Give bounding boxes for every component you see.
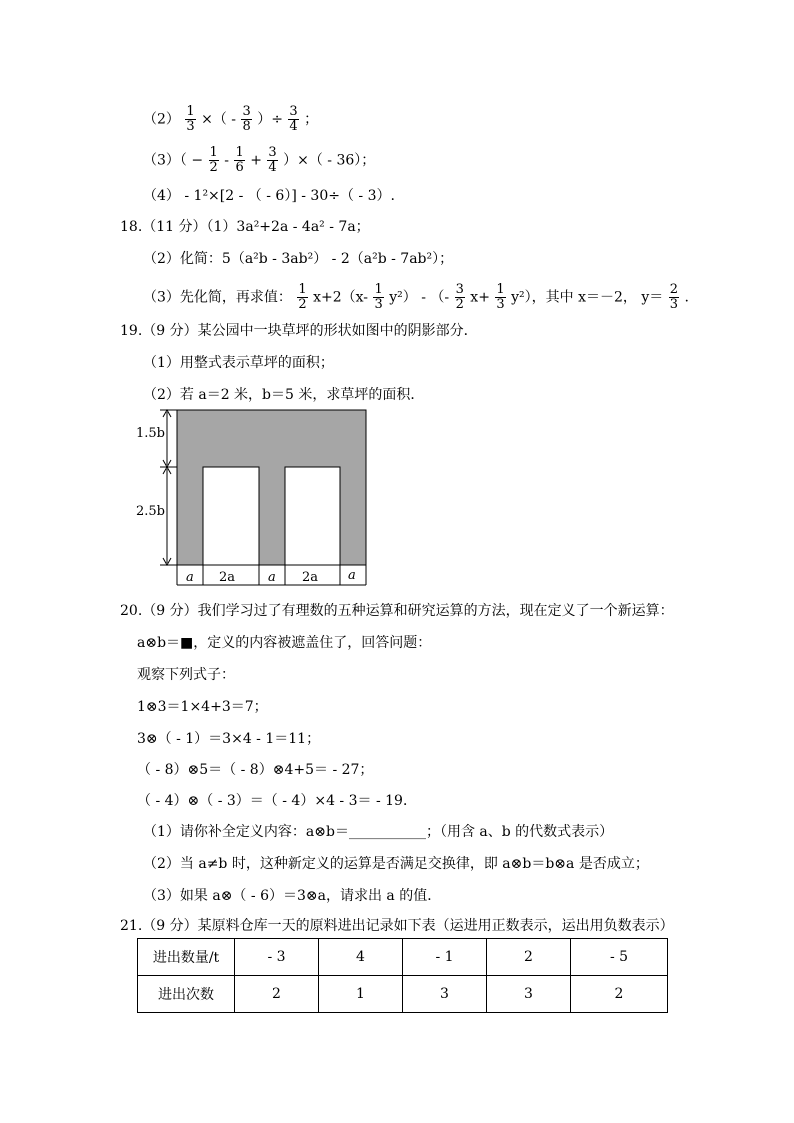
material-record-table xyxy=(137,938,668,1013)
table-cell: - 3 xyxy=(235,939,319,976)
lawn-figure xyxy=(130,405,380,590)
table-cell: 进出数量/t xyxy=(138,939,235,976)
table-cell: 2 xyxy=(571,976,668,1013)
fraction: $\frac{3}{4}$ xyxy=(289,104,298,134)
q20-line3: 观察下列式子： xyxy=(137,667,235,683)
table-cell: - 5 xyxy=(571,939,668,976)
q18-head: 18.（11 分）（1）3a²+2a - 4a² - 7a； xyxy=(120,219,370,235)
fraction: $\frac{1}{3}$ xyxy=(186,104,195,134)
q21-head: 21.（9 分）某原料仓库一天的原料进出记录如下表（运进用正数表示，运出用负数表示） xyxy=(120,918,674,934)
q19-head: 19.（9 分）某公园中一块草坪的形状如图中的阴影部分． xyxy=(120,323,478,339)
q18-part3: （3）先化简，再求值： $\frac{1}{2}$ x+2（x- $\frac{1}{3}$ y²） - （- $\frac{3}{2}$ x+ $\frac{1}{3}$ y²），其中 x＝－2， y＝ $\frac{2}{3}$ . xyxy=(143,282,689,312)
label-2a1: 2a xyxy=(219,570,236,585)
q20-part3: （3）如果 a⊗（ - 6）＝3⊗a，请求出 a 的值． xyxy=(143,888,442,904)
table-cell: 3 xyxy=(487,976,571,1013)
fraction: $\frac{1}{2}$ xyxy=(298,282,307,312)
opening-right xyxy=(285,467,340,565)
label-a3: a xyxy=(348,568,356,583)
fraction: $\frac{3}{2}$ xyxy=(455,282,464,312)
q20-example2: 3⊗（ - 1）＝3×4 - 1＝11； xyxy=(137,731,321,747)
q19-part2: （2）若 a＝2 米，b＝5 米，求草坪的面积． xyxy=(143,387,425,403)
fraction: $\frac{1}{6}$ xyxy=(235,145,244,175)
table-cell: 进出次数 xyxy=(138,976,235,1013)
table-cell: 1 xyxy=(319,976,403,1013)
q20-example4: （ - 4）⊗（ - 3）＝（ - 4）×4 - 3＝ - 19． xyxy=(137,793,417,809)
table-row xyxy=(138,976,668,1013)
fraction: $\frac{1}{2}$ xyxy=(209,145,218,175)
q18-part2: （2）化简：5（a²b - 3ab²） - 2（a²b - 7ab²）； xyxy=(143,251,454,267)
table-cell: 3 xyxy=(403,976,487,1013)
label-2a2: 2a xyxy=(302,570,319,585)
fraction: $\frac{1}{3}$ xyxy=(374,282,383,312)
q19-part1: （1）用整式表示草坪的面积； xyxy=(143,355,334,371)
table-cell: 2 xyxy=(487,939,571,976)
fraction: $\frac{3}{8}$ xyxy=(242,104,251,134)
fraction: $\frac{3}{4}$ xyxy=(268,145,277,175)
q20-head: 20.（9 分）我们学习过了有理数的五种运算和研究运算的方法，现在定义了一个新运算： xyxy=(120,603,674,619)
q20-example3: （ - 8）⊗5＝（ - 8）⊗4+5＝ - 27； xyxy=(137,762,374,778)
label-2-5b: 2.5b xyxy=(136,504,165,519)
q20-example1: 1⊗3＝1×4+3＝7； xyxy=(137,699,268,715)
q17-part3: （3）（ − $\frac{1}{2}$ - $\frac{1}{6}$ + $\frac{3}{4}$ ）×（ - 36）； xyxy=(143,145,376,175)
table-cell: 4 xyxy=(319,939,403,976)
table-cell: - 1 xyxy=(403,939,487,976)
label-a1: a xyxy=(186,570,194,585)
fraction: $\frac{1}{3}$ xyxy=(496,282,505,312)
label-1-5b: 1.5b xyxy=(136,426,165,441)
q17-part2: （2） $\frac{1}{3}$ ×（ - $\frac{3}{8}$ ）÷ $\frac{3}{4}$ ； xyxy=(143,104,319,134)
opening-left xyxy=(203,467,259,565)
q20-part2: （2）当 a≠b 时，这种新定义的运算是否满足交换律，即 a⊗b＝b⊗a 是否成立； xyxy=(143,856,649,872)
table-cell: 2 xyxy=(235,976,319,1013)
table-row xyxy=(138,939,668,976)
q17-part4: （4） - 1²×[2 - （ - 6）] - 30÷（ - 3）. xyxy=(143,188,395,204)
fraction: $\frac{2}{3}$ xyxy=(669,282,678,312)
q20-part1: （1）请你补全定义内容：a⊗b＝___________；（用含 a、b 的代数式表示） xyxy=(143,824,614,840)
q20-line2: a⊗b＝■，定义的内容被遮盖住了，回答问题： xyxy=(137,635,432,651)
label-a2: a xyxy=(268,570,276,585)
